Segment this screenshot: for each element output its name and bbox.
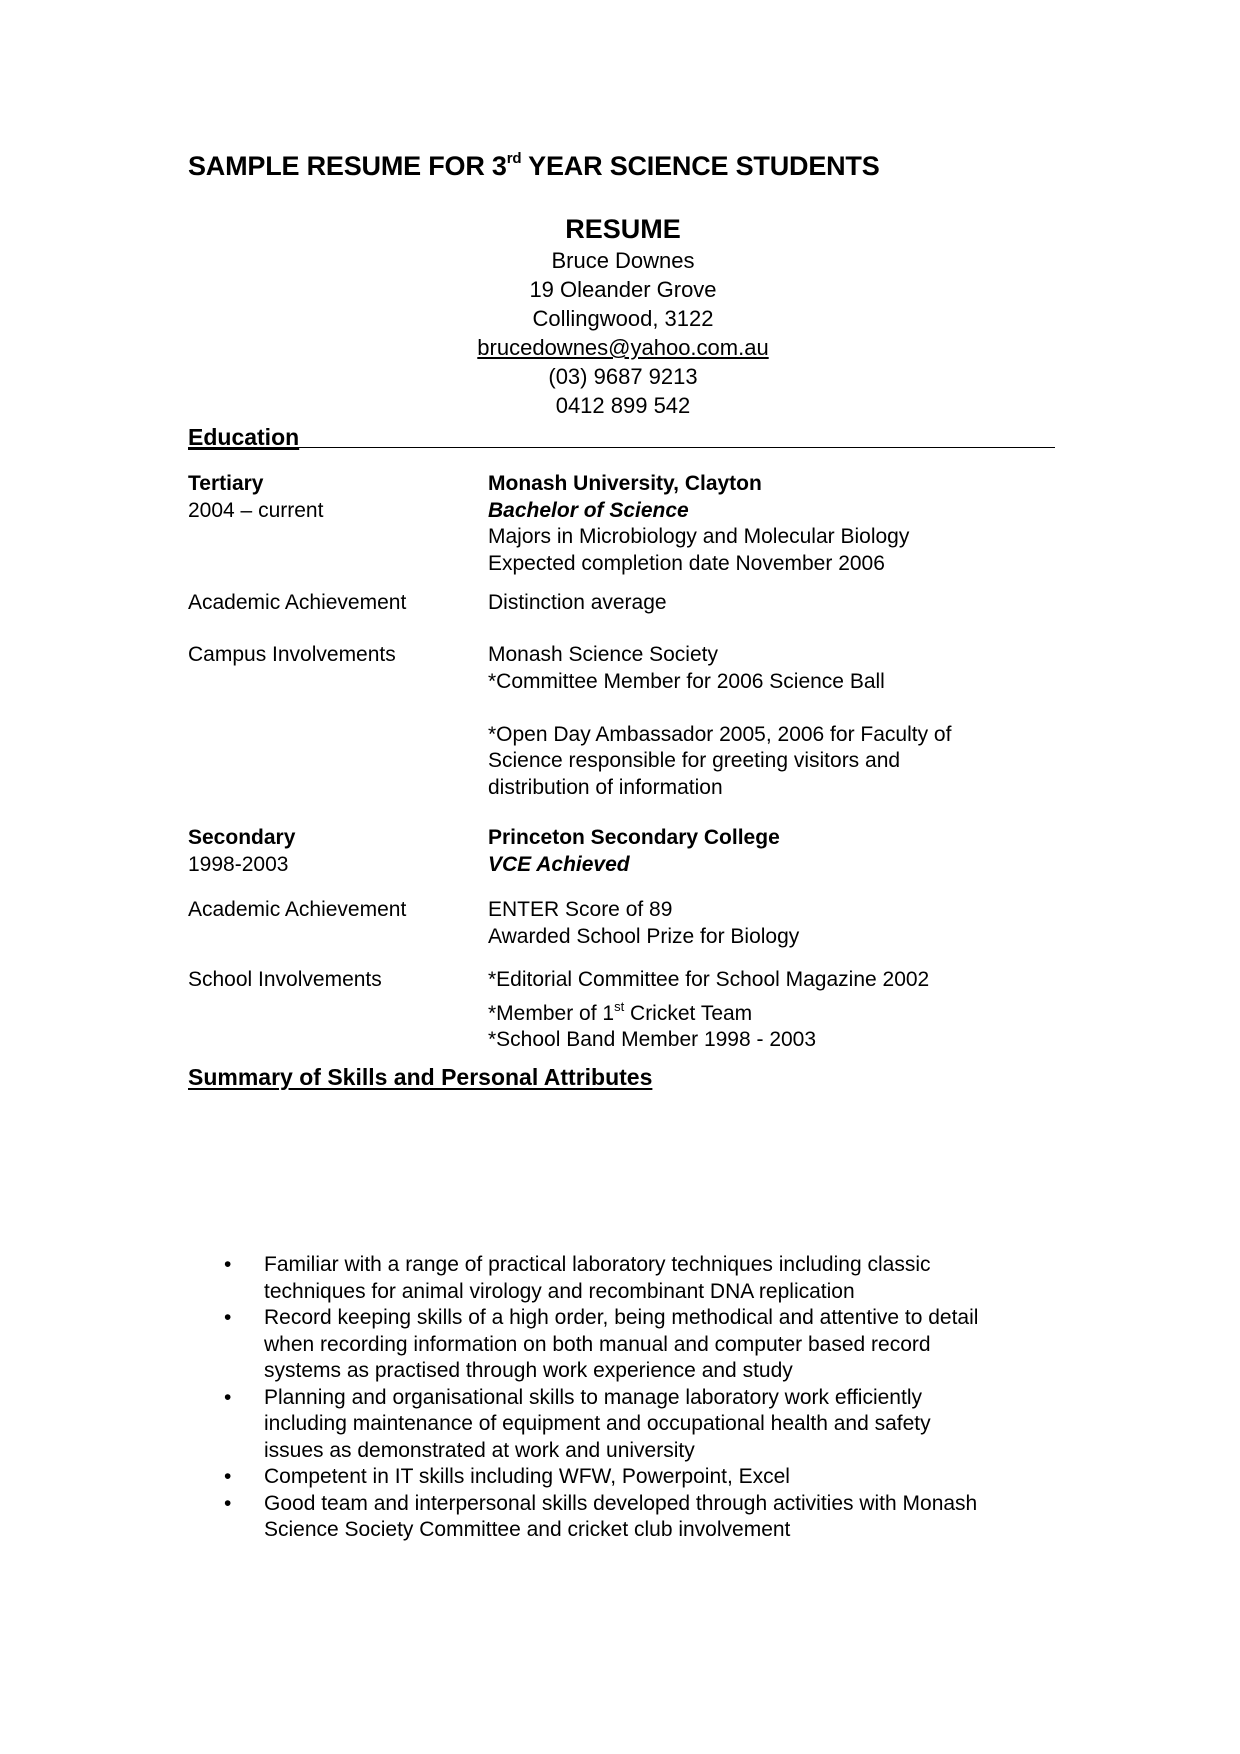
contact-address-line1: 19 Oleander Grove [529,277,717,302]
ordinal-superscript: rd [506,150,522,167]
contact-name: Bruce Downes [551,248,695,273]
contact-address-line2: Collingwood, 3122 [532,306,714,331]
secondary-qualification: VCE Achieved [488,852,630,876]
tertiary-dates: 2004 – current [188,498,324,522]
campus-involvements-label: Campus Involvements [188,643,396,666]
bullet-icon: • [224,1253,232,1276]
email-link[interactable]: brucedownes@yahoo.com.au [477,335,769,360]
skills-list [188,1252,1068,1544]
bullet-icon: • [224,1465,232,1488]
skill-item: • Planning and organisational skills to manage laboratory work efficiently including maintenance of equipment and occupational health and safety issues as demonstrated at work and university [224,1385,931,1462]
tertiary-achievement-label: Academic Achievement [188,591,407,614]
skill-item: • Competent in IT skills including WFW, Powerpoint, Excel [188,1464,1068,1491]
tertiary-achievement: Distinction average [488,591,667,614]
tertiary-completion: Expected completion date November 2006 [488,551,885,575]
achievement-item: Awarded School Prize for Biology [488,924,800,948]
involvement-item: *Committee Member for 2006 Science Ball [488,669,885,693]
tertiary-degree: Bachelor of Science [488,498,689,522]
secondary-institution: Princeton Secondary College [488,826,780,849]
secondary-label: Secondary [188,826,296,849]
tertiary-label: Tertiary [188,472,264,495]
skills-heading: Summary of Skills and Personal Attributes [188,1064,653,1090]
education-heading: Education [188,424,300,450]
tertiary-institution: Monash University, Clayton [488,472,762,495]
bullet-icon: • [224,1491,232,1515]
contact-phone: (03) 9687 9213 [548,364,698,389]
involvement-item: Science responsible for greeting visitors and [488,749,901,772]
contact-header [188,212,1058,420]
involvement-item: Monash Science Society [488,643,718,666]
bullet-icon: • [224,1385,232,1409]
involvement-item: *School Band Member 1998 - 2003 [488,1028,817,1051]
secondary-achievement-label: Academic Achievement [188,898,407,921]
achievement-item: ENTER Score of 89 [488,898,673,921]
contact-mobile: 0412 899 542 [555,393,691,418]
involvement-item: distribution of information [488,775,723,799]
skill-item: • Familiar with a range of practical laboratory techniques including classic techniques for animal virology and recombinant DNA replication [224,1253,931,1303]
secondary-dates: 1998-2003 [188,852,289,876]
document-title: SAMPLE RESUME FOR 3rd YEAR SCIENCE STUDENTS [188,150,880,181]
involvement-item: *Editorial Committee for School Magazine 2002 [488,968,930,991]
horizontal-divider [188,447,1055,448]
involvement-item: *Member of 1st Cricket Team [488,998,753,1025]
bullet-icon: • [224,1306,232,1329]
involvement-item: *Open Day Ambassador 2005, 2006 for Faculty of [488,722,952,746]
school-involvements-label: School Involvements [188,968,382,991]
tertiary-majors: Majors in Microbiology and Molecular Biology [488,525,910,548]
resume-heading: RESUME [565,214,681,244]
skill-item: • Record keeping skills of a high order, being methodical and attentive to detail when recording information on both manual and computer based record systems as practised through work experience and study [224,1306,979,1382]
skill-item: • Good team and interpersonal skills developed through activities with Monash Science Society Committee and cricket club involvement [224,1491,978,1541]
